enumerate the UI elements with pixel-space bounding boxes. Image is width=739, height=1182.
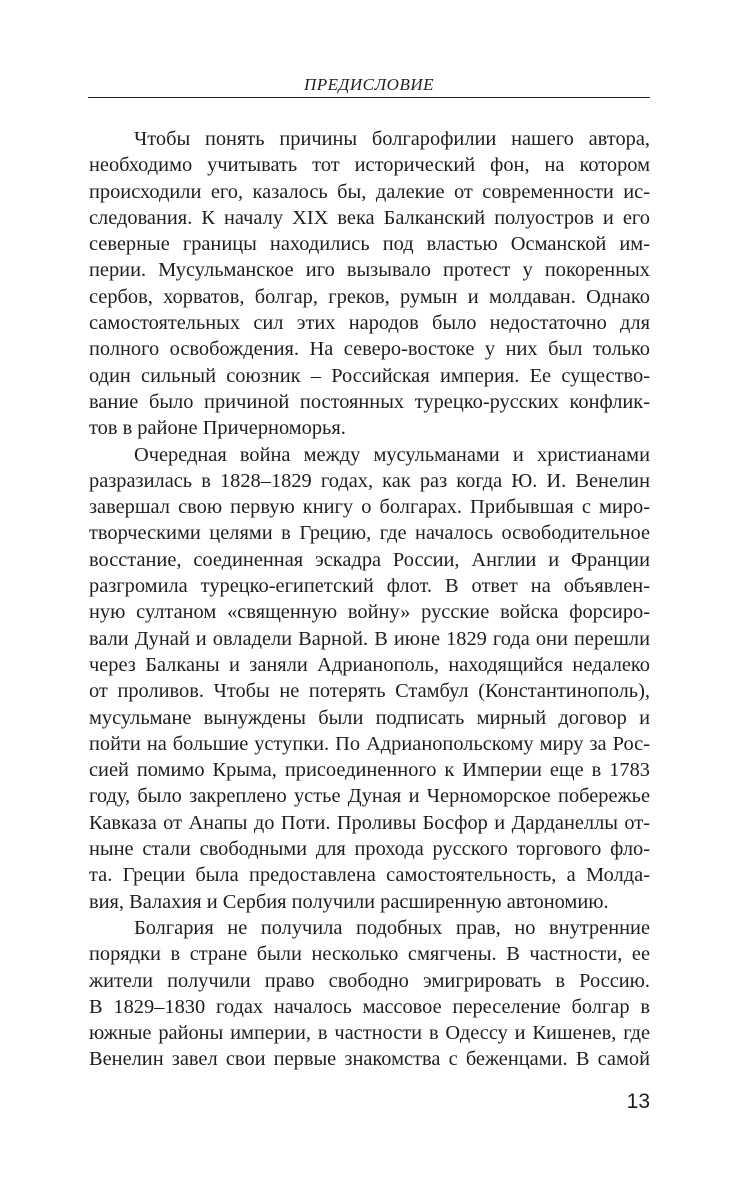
page-number: 13: [626, 1090, 650, 1113]
text-line: порядки в стране были несколько смягчены. В частности, ее: [89, 943, 650, 966]
text-line: ную султаном «священную войну» русские войска форсиро-: [89, 601, 650, 624]
text-line: один сильный союзник – Российская империя. Ее существо-: [89, 364, 650, 387]
text-line: Кавказа от Анапы до Поти. Проливы Босфор и Дарданеллы от-: [89, 811, 650, 834]
text-line: перии. Мусульманское иго вызывало протест у покоренных: [89, 259, 650, 282]
text-line: году, было закреплено устье Дуная и Черноморское побережье: [89, 785, 650, 808]
text-line: Чтобы понять причины болгарофилии нашего автора,: [134, 128, 650, 150]
text-line: Очередная война между мусульманами и христианами: [134, 443, 650, 466]
text-line: северные границы находились под властью Османской им-: [89, 233, 650, 256]
text-line: разразилась в 1828–1829 годах, как раз когда Ю. И. Венелин: [89, 469, 650, 492]
paragraph: [89, 442, 650, 915]
text-line: мусульмане вынуждены были подписать мирный договор и: [89, 706, 650, 729]
text-line: Венелин завел свои первые знакомства с беженцами. В самой: [89, 1048, 650, 1071]
text-line: самостоятельных сил этих народов было недостаточно для: [89, 312, 650, 335]
text-line: жители получили право свободно эмигрировать в Россию.: [89, 969, 650, 992]
text-line: полного освобождения. На северо-востоке у них был только: [89, 338, 650, 361]
text-line: сией помимо Крыма, присоединенного к Империи еще в 1783: [89, 759, 650, 782]
paragraph: [89, 126, 650, 442]
text-line: тов в районе Причерноморья.: [89, 417, 346, 440]
text-line: разгромила турецко-египетский флот. В ответ на объявлен-: [89, 575, 650, 598]
paragraph: [89, 915, 650, 1073]
running-head-title: ПРЕДИСЛОВИЕ: [303, 75, 435, 94]
text-line: Болгария не получила подобных прав, но внутренние: [134, 916, 650, 939]
header-rule: [88, 97, 650, 98]
text-line: следования. К началу XIX века Балканский полуостров и его: [89, 206, 650, 229]
text-line: через Балканы и заняли Адрианополь, находящийся недалеко: [89, 653, 650, 676]
text-line: та. Греции была предоставлена самостоятельность, а Молда-: [89, 864, 650, 887]
text-line: сербов, хорватов, болгар, греков, румын и молдаван. Однако: [89, 285, 650, 308]
text-line: вия, Валахия и Сербия получили расширенную автономию.: [89, 890, 609, 913]
text-line: вали Дунай и овладели Варной. В июне 1829 года они перешли: [89, 627, 650, 650]
body-text: [89, 126, 650, 1073]
text-line: восстание, соединенная эскадра России, Англии и Франции: [89, 548, 650, 571]
text-line: происходили его, казалось бы, далекие от современности ис-: [89, 180, 650, 203]
text-line: завершал свою первую книгу о болгарах. Прибывшая с миро-: [89, 496, 650, 519]
text-line: вание было причиной постоянных турецко-русских конфлик-: [89, 390, 650, 413]
text-line: В 1829–1830 годах началось массовое переселение болгар в: [89, 995, 650, 1018]
text-line: пойти на большие уступки. По Адрианопольскому миру за Рос-: [89, 732, 650, 755]
text-line: творческими целями в Грецию, где началось освободительное: [89, 522, 650, 545]
text-line: ныне стали свободными для прохода русского торгового фло-: [89, 838, 650, 861]
text-line: южные районы империи, в частности в Одессу и Кишенев, где: [89, 1022, 650, 1045]
text-line: необходимо учитывать тот исторический фон, на котором: [89, 154, 650, 177]
text-line: от проливов. Чтобы не потерять Стамбул (Константинополь),: [89, 680, 650, 703]
